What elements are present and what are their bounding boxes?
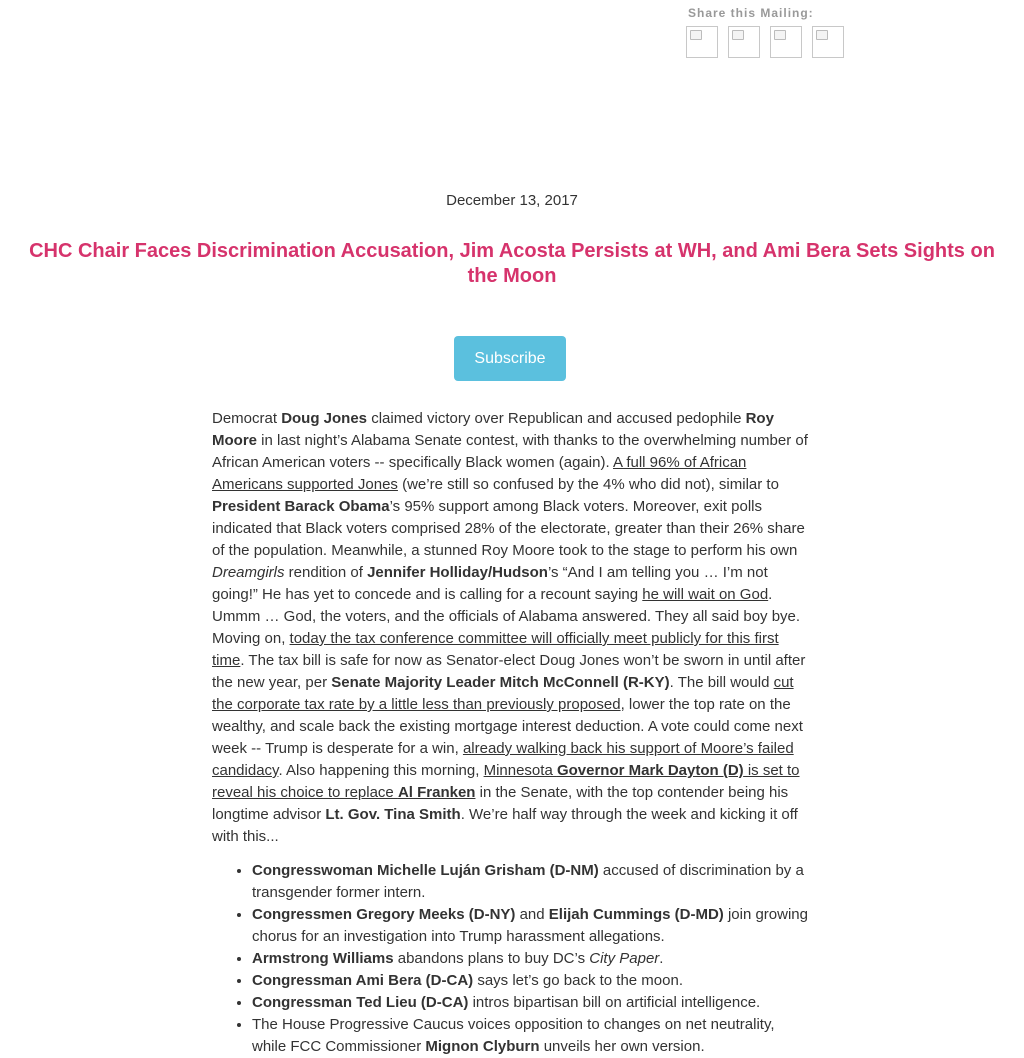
name-franken: Al Franken — [397, 784, 476, 801]
list-item-text: says let’s go back to the moon. — [473, 972, 683, 989]
share-icons — [686, 26, 844, 58]
list-item-name: Elijah Cummings (D-MD) — [548, 906, 724, 923]
body-text: ’s 95% support among Black voters. Moreover, exit polls indicated that Black voters comprised 28% of the electorate, greater than their 26% share of the population. Meanwhile, a stunned Roy Moore took to the stage to perform his own — [212, 498, 805, 559]
body-text: claimed victory over Republican and accused pedophile — [367, 410, 746, 427]
list-item-text: intros bipartisan bill on artificial intelligence. — [468, 994, 761, 1011]
list-item — [252, 992, 810, 1014]
link-corporate-tax[interactable]: cut the corporate tax rate by a little less than previously proposed — [212, 674, 794, 713]
list-item — [252, 904, 810, 948]
list-item-text: unveils her own version. — [539, 1038, 705, 1055]
list-item-text: . — [659, 950, 664, 967]
facebook-icon[interactable] — [686, 26, 718, 58]
headlines-list — [212, 860, 810, 1058]
title-dreamgirls: Dreamgirls — [212, 564, 285, 581]
body-text: . Ummm … God, the voters, and the officials of Alabama answered. They all said boy bye. Moving on, — [212, 586, 801, 647]
body-text: , lower the top rate on the wealthy, and scale back the existing mortgage interest deduction. A vote could come next week -- Trump is desperate for a win, — [212, 696, 803, 757]
link-text: Minnesota — [483, 762, 557, 779]
body-text: (we’re still so confused by the 4% who did not), similar to — [397, 476, 779, 493]
share-label: Share this Mailing: — [688, 6, 814, 20]
twitter-icon[interactable] — [728, 26, 760, 58]
name-tina-smith: Lt. Gov. Tina Smith — [325, 806, 461, 823]
headline: CHC Chair Faces Discrimination Accusation, Jim Acosta Persists at WH, and Ami Bera Sets Sights on the Moon — [29, 240, 995, 287]
body-text: Democrat — [212, 410, 282, 427]
link-moore-candidacy[interactable]: already walking back his support of Moore’s failed candidacy — [212, 740, 794, 779]
list-item-text: accused of discrimination by a transgender former intern. — [252, 862, 804, 901]
list-item-name: Congressman Ted Lieu (D-CA) — [252, 994, 469, 1011]
list-item-text: The House Progressive Caucus voices opposition to changes on net neutrality, while FCC Commissioner — [252, 1016, 775, 1055]
share-bar — [688, 6, 844, 58]
name-obama: President Barack Obama — [212, 498, 390, 515]
list-item — [252, 860, 810, 904]
list-item — [252, 970, 810, 992]
article-body — [212, 408, 810, 1058]
list-item-name: Congresswoman Michelle Luján Grisham (D-NM) — [252, 862, 599, 879]
name-holliday: Jennifer Holliday/Hudson — [367, 564, 548, 581]
list-item-publication: City Paper — [589, 950, 660, 967]
body-text: rendition of — [284, 564, 368, 581]
body-text: . The bill would — [669, 674, 774, 691]
body-text: in last night’s Alabama Senate contest, with thanks to the overwhelming number of African American voters -- specifically Black women (again). — [212, 432, 808, 471]
body-text: . The tax bill is safe for now as Senator-elect Doug Jones won’t be sworn in until after the new year, per — [212, 652, 806, 691]
list-item-text: abandons plans to buy DC’s — [393, 950, 590, 967]
link-text: is set to reveal his choice to replace — [212, 762, 800, 801]
list-item-text: and — [515, 906, 549, 923]
body-text: . Also happening this morning, — [278, 762, 484, 779]
link-wait-on-god[interactable]: he will wait on God — [642, 586, 769, 603]
list-item — [252, 1014, 810, 1058]
list-item-name: Congressmen Gregory Meeks (D-NY) — [252, 906, 516, 923]
email-icon[interactable] — [812, 26, 844, 58]
body-text: in the Senate, with the top contender being his longtime advisor — [212, 784, 789, 823]
list-item-name: Armstrong Williams — [252, 950, 394, 967]
name-doug-jones: Doug Jones — [281, 410, 368, 427]
link-tax-conference[interactable]: today the tax conference committee will officially meet publicly for this first time — [212, 630, 779, 669]
list-item-name: Mignon Clyburn — [425, 1038, 540, 1055]
list-item — [252, 948, 810, 970]
list-item-text: join growing chorus for an investigation into Trump harassment allegations. — [252, 906, 808, 945]
link-96-percent[interactable]: A full 96% of African Americans supported Jones — [212, 454, 747, 493]
name-mcconnell: Senate Majority Leader Mitch McConnell (R-KY) — [331, 674, 670, 691]
name-dayton: Governor Mark Dayton (D) — [556, 762, 744, 779]
body-text: . We’re half way through the week and kicking it off with this... — [212, 806, 798, 845]
mailing-date: December 13, 2017 — [446, 192, 578, 209]
name-roy-moore: Roy Moore — [212, 410, 774, 449]
subscribe-button[interactable]: Subscribe — [454, 336, 566, 381]
list-item-name: Congressman Ami Bera (D-CA) — [252, 972, 474, 989]
body-text: ’s “And I am telling you … I’m not going!” He has yet to concede and is calling for a recount saying — [212, 564, 768, 603]
linkedin-icon[interactable] — [770, 26, 802, 58]
intro-paragraph — [212, 408, 810, 848]
